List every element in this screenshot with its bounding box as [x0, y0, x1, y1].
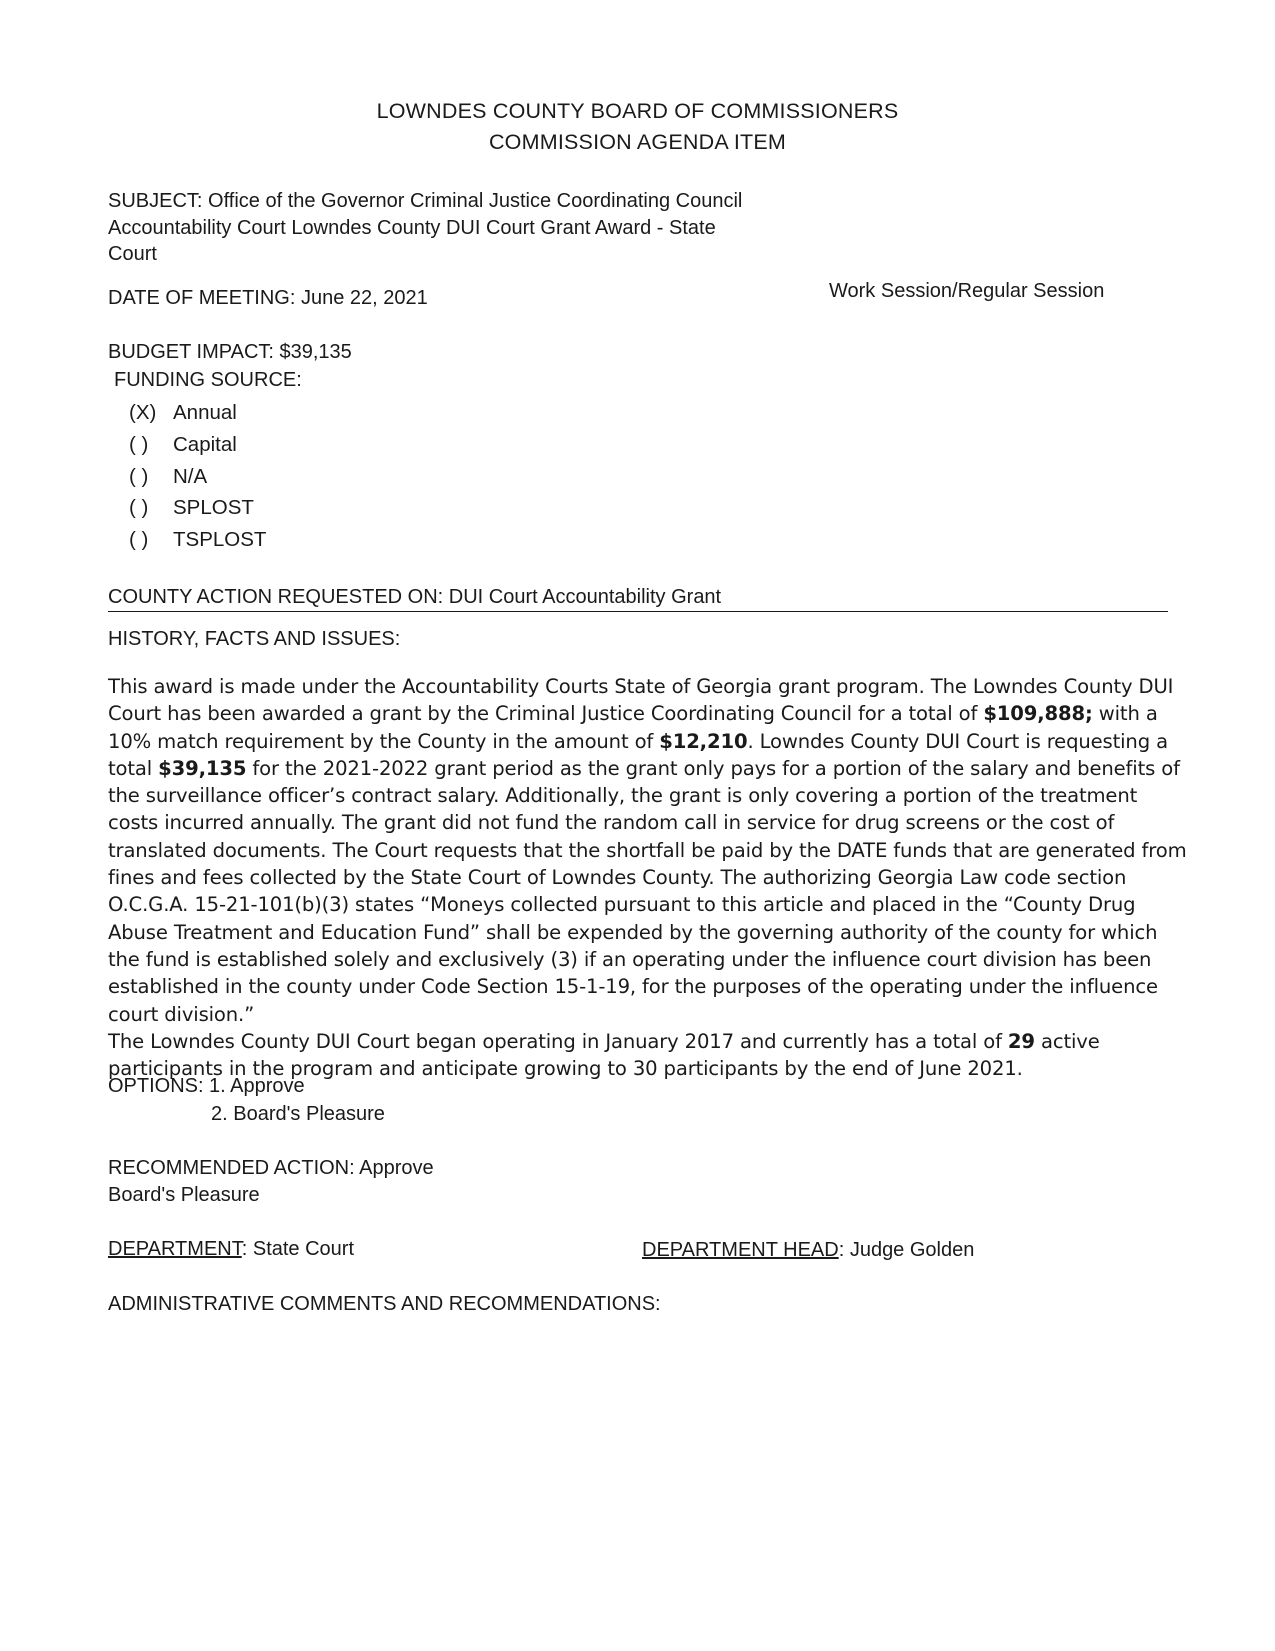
- match-amount: $12,210: [659, 729, 748, 753]
- funding-option-label: N/A: [173, 465, 208, 488]
- checkbox-mark: ( ): [129, 465, 149, 488]
- session-type: Work Session/Regular Session: [829, 280, 1105, 302]
- requested-amount: $39,135: [158, 756, 247, 780]
- checkbox-mark: (X): [129, 401, 157, 424]
- checkbox-mark: ( ): [129, 496, 149, 519]
- history-text: The Lowndes County DUI Court began operating in January 2017 and currently has a total of: [108, 1029, 1008, 1053]
- funding-option-label: SPLOST: [173, 496, 254, 519]
- budget-impact: BUDGET IMPACT: $39,135: [108, 341, 352, 363]
- recommended-action: RECOMMENDED ACTION: Approve: [108, 1157, 434, 1179]
- funding-option-tsplost: [129, 528, 266, 552]
- history-body: [108, 673, 1188, 1082]
- option-approve: 1. Approve: [209, 1075, 305, 1097]
- section-divider: [108, 611, 1168, 612]
- history-text: for the 2021-2022 grant period as the grant only pays for a portion of the salary and benefits of the surveillance officer’s contract salary. Additionally, the grant is only covering a portion of the treatment costs incurred annually. The grant did not fund the random call in service for drug screens or the cost of translated documents. The Court requests that the shortfall be paid by the DATE funds that are generated from fines and fees collected by the State Court of Lowndes County. The authorizing Georgia Law code section O.C.G.A. 15-21-101(b)(3) states “Moneys collected pursuant to this article and placed in the “County Drug Abuse Treatment and Education Fund” shall be expended by the governing authority of the county for which the fund is established solely and exclusively (3) if an operating under the influence court division has been established in the county under Code Section 15-1-19, for the purposes of the operating under the influence court division.”: [108, 756, 1187, 1026]
- history-text: active participants in the program and anticipate growing to 30 participants by the end of June 2021.: [108, 1029, 1100, 1081]
- department-value: : State Court: [241, 1238, 355, 1260]
- funding-source-label: FUNDING SOURCE:: [114, 369, 302, 391]
- funding-option-splost: [129, 496, 254, 520]
- funding-option-na: [129, 465, 207, 489]
- funding-option-label: TSPLOST: [173, 528, 267, 551]
- funding-option-annual: [129, 401, 237, 425]
- history-text: . Lowndes County DUI Court is requesting a total: [108, 729, 1168, 780]
- department-head-label: DEPARTMENT HEAD: [642, 1239, 839, 1261]
- header-title: LOWNDES COUNTY BOARD OF COMMISSIONERS: [376, 99, 899, 123]
- admin-comments-heading: ADMINISTRATIVE COMMENTS AND RECOMMENDATIONS:: [108, 1293, 661, 1315]
- recommended-action-alt: Board's Pleasure: [108, 1184, 260, 1206]
- department-head: [642, 1239, 974, 1262]
- options-label: OPTIONS:: [108, 1075, 204, 1097]
- department-head-value: : Judge Golden: [838, 1239, 975, 1261]
- option-boards-pleasure: 2. Board's Pleasure: [211, 1103, 385, 1125]
- funding-option-label: Capital: [173, 433, 237, 456]
- meeting-date: DATE OF MEETING: June 22, 2021: [108, 287, 428, 309]
- header-subtitle: COMMISSION AGENDA ITEM: [488, 130, 787, 154]
- history-text: This award is made under the Accountability Courts State of Georgia grant program. The Lowndes County DUI Court has been awarded a grant by the Criminal Justice Coordinating Council for a total of: [108, 675, 1174, 726]
- subject-line-2: Accountability Court Lowndes County DUI Court Grant Award - State: [108, 217, 716, 239]
- checkbox-mark: ( ): [129, 433, 149, 456]
- funding-option-capital: [129, 433, 237, 457]
- history-text: with a 10% match requirement by the County in the amount of: [108, 702, 1158, 753]
- funding-option-label: Annual: [173, 401, 237, 424]
- department-label: DEPARTMENT: [108, 1238, 242, 1260]
- subject-line-3: Court: [108, 243, 157, 265]
- checkbox-mark: ( ): [129, 528, 149, 551]
- history-heading: HISTORY, FACTS AND ISSUES:: [108, 628, 401, 650]
- participant-count: 29: [1007, 1029, 1035, 1053]
- subject-line-1: SUBJECT: Office of the Governor Criminal Justice Coordinating Council: [108, 190, 743, 212]
- grant-total-amount: $109,888;: [983, 702, 1093, 726]
- department: [108, 1238, 354, 1261]
- action-requested: COUNTY ACTION REQUESTED ON: DUI Court Accountability Grant: [108, 586, 722, 608]
